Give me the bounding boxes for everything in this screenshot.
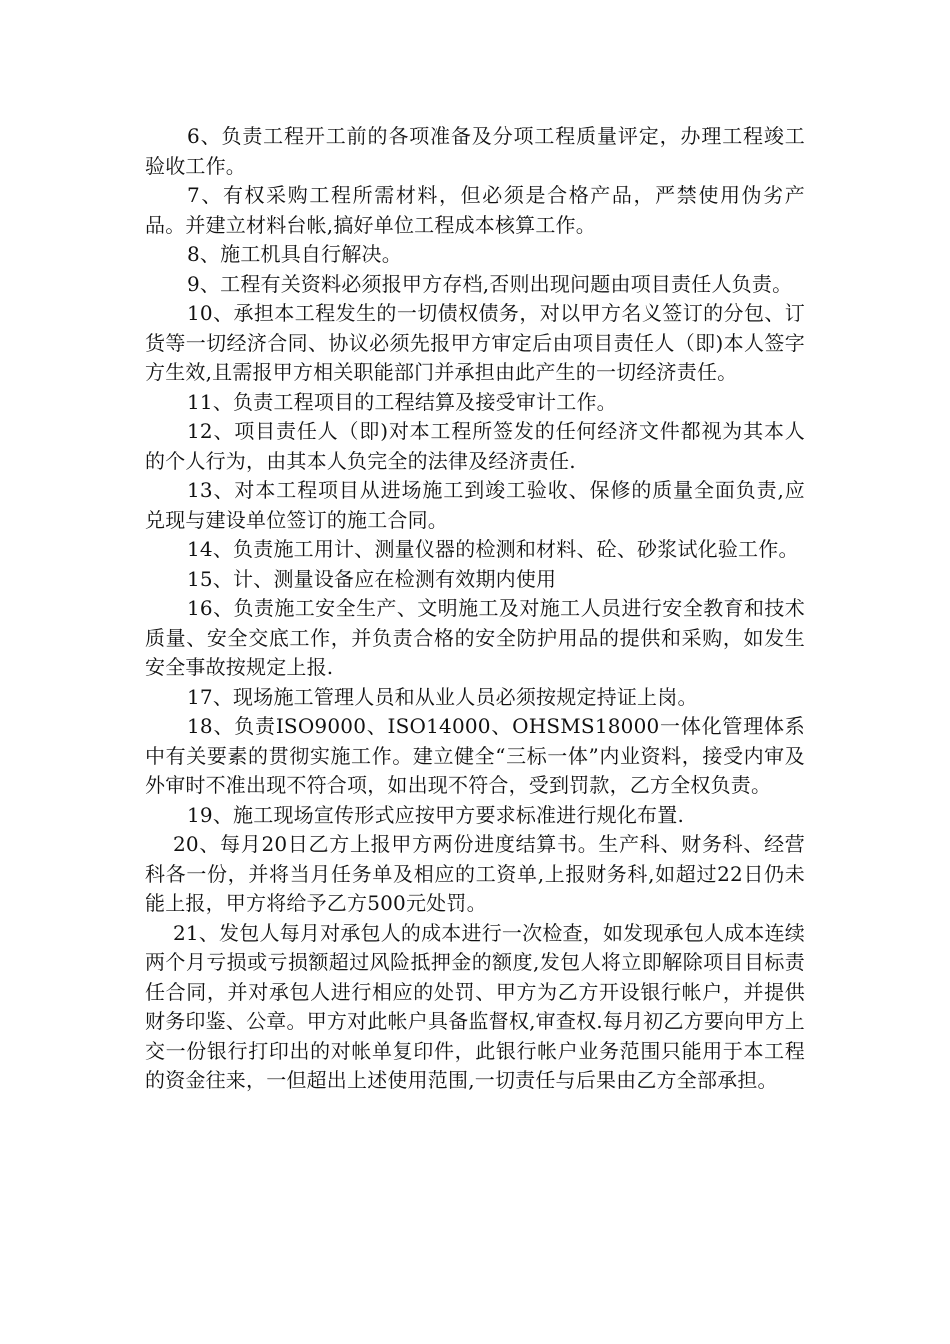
paragraph-item-7: 7、有权采购工程所需材料，但必须是合格产品，严禁使用伪劣产品。并建立材料台帐,搞好单位工程成本核算工作。 <box>145 183 805 237</box>
paragraph-item-8: 8、施工机具自行解决。 <box>187 242 402 266</box>
paragraph-item-9: 9、工程有关资料必须报甲方存档,否则出现问题由项目责任人负责。 <box>187 271 793 296</box>
paragraph-item-15: 15、计、测量设备应在检测有效期内使用 <box>187 566 557 591</box>
paragraph-item-14: 14、负责施工用计、测量仪器的检测和材料、砼、砂浆试化验工作。 <box>187 537 799 561</box>
paragraph-item-11: 11、负责工程项目的工程结算及接受审计工作。 <box>187 389 617 414</box>
paragraph-item-18: 18、负责ISO9000、ISO14000、OHSMS18000一体化管理体系中有关要素的贯彻实施工作。建立健全“三标一体”内业资料，接受内审及外审时不准出现不符合项，如出现不符合，受到罚款，乙方全权负责。 <box>145 714 805 797</box>
document-body <box>145 122 805 1096</box>
paragraph-item-13: 13、对本工程项目从进场施工到竣工验收、保修的质量全面负责,应兑现与建设单位签订的施工合同。 <box>145 478 805 532</box>
paragraph-item-12: 12、项目责任人（即)对本工程所签发的任何经济文件都视为其本人的个人行为，由其本人负完全的法律及经济责任. <box>145 419 805 473</box>
paragraph-item-20: 20、每月20日乙方上报甲方两份进度结算书。生产科、财务科、经营科各一份，并将当月任务单及相应的工资单,上报财务科,如超过22日仍未能上报，甲方将给予乙方500元处罚。 <box>145 832 805 915</box>
paragraph-item-19: 19、施工现场宣传形式应按甲方要求标准进行规化布置. <box>187 802 685 827</box>
paragraph-item-17: 17、现场施工管理人员和从业人员必须按规定持证上岗。 <box>187 684 698 709</box>
paragraph-item-6: 6、负责工程开工前的各项准备及分项工程质量评定，办理工程竣工验收工作。 <box>145 124 805 178</box>
paragraph-item-10: 10、承担本工程发生的一切债权债务，对以甲方名义签订的分包、订货等一切经济合同、协议必须先报甲方审定后由项目责任人（即)本人签字方生效,且需报甲方相关职能部门并承担由此产生的一切经济责任。 <box>145 301 805 384</box>
paragraph-item-21: 21、发包人每月对承包人的成本进行一次检查，如发现承包人成本连续两个月亏损或亏损额超过风险抵押金的额度,发包人将立即解除项目目标责任合同，并对承包人进行相应的处罚、甲方为乙方开设银行帐户，并提供财务印鉴、公章。甲方对此帐户具备监督权,审查权.每月初乙方要向甲方上交一份银行打印出的对帐单复印件，此银行帐户业务范围只能用于本工程的资金往来，一但超出上述使用范围,一切责任与后果由乙方全部承担。 <box>145 920 805 1092</box>
paragraph-item-16: 16、负责施工安全生产、文明施工及对施工人员进行安全教育和技术质量、安全交底工作，并负责合格的安全防护用品的提供和采购，如发生安全事故按规定上报. <box>145 596 805 679</box>
